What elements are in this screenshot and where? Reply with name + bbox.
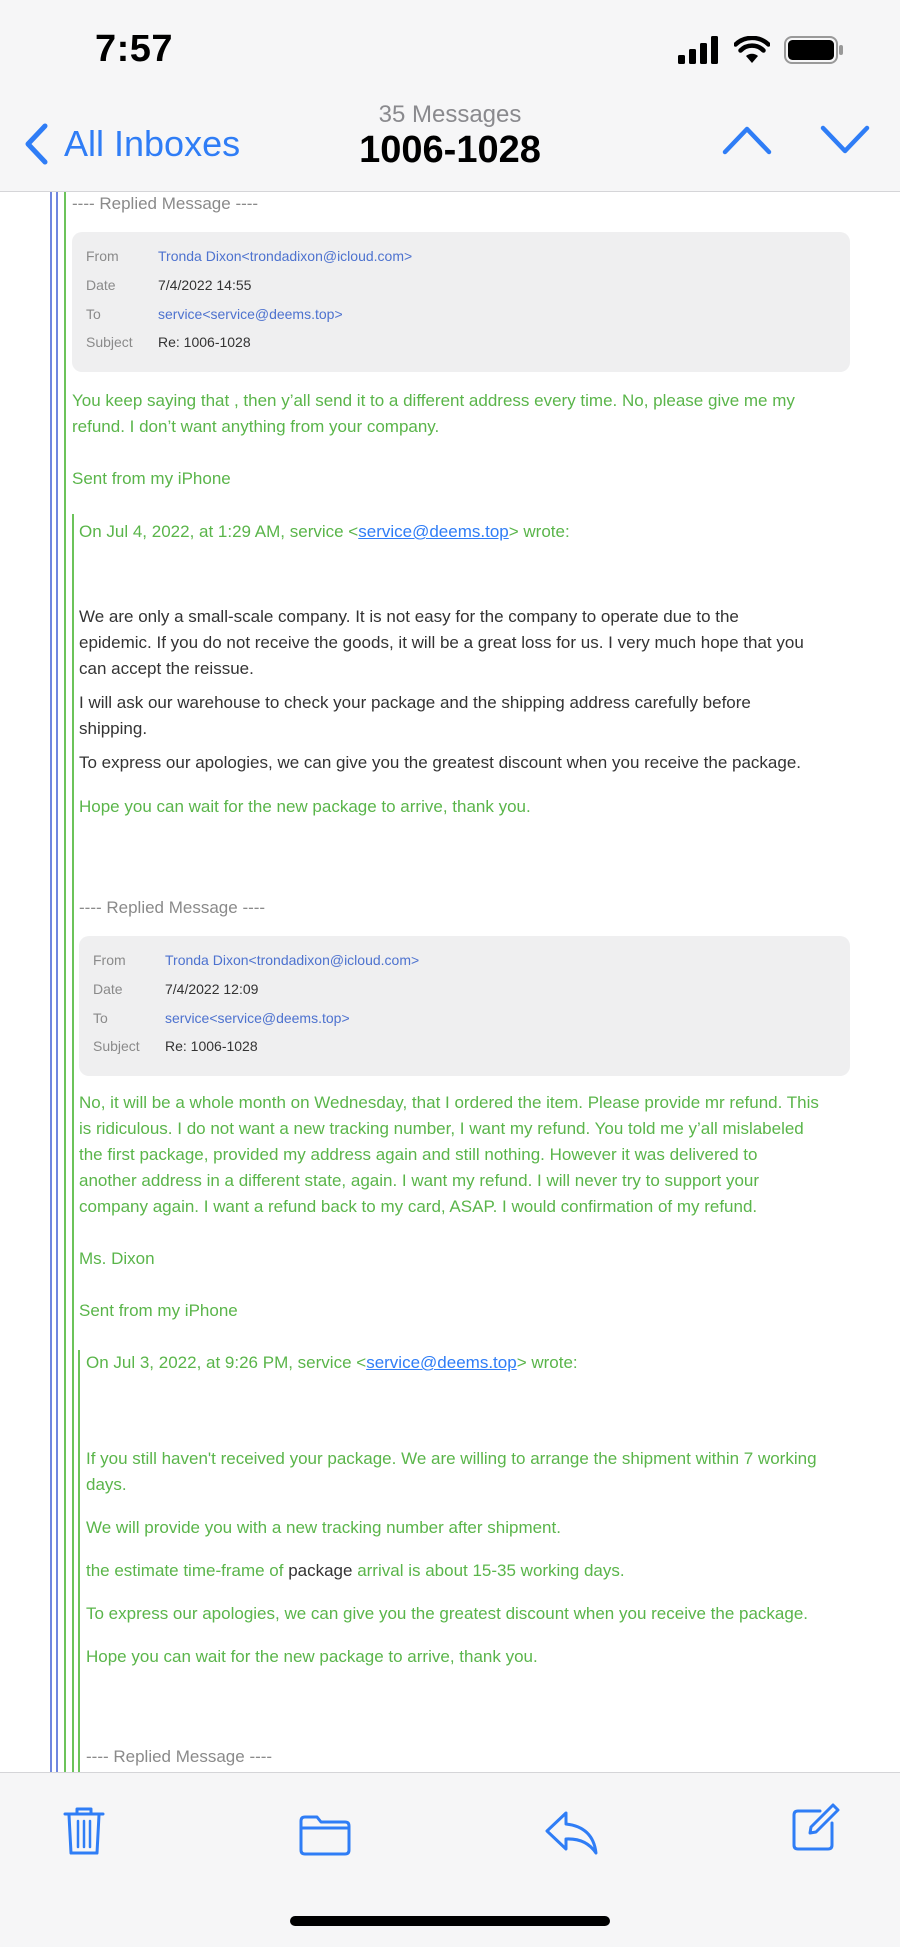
trash-icon[interactable] bbox=[62, 1805, 106, 1857]
thread-title: 1006-1028 bbox=[359, 129, 541, 171]
home-indicator[interactable] bbox=[290, 1916, 610, 1926]
message-paragraph: I will ask our warehouse to check your package and the shipping address carefully before bbox=[79, 693, 751, 712]
message-paragraph: We will provide you with a new tracking number after shipment. bbox=[86, 1518, 561, 1537]
to-address[interactable]: service<service@deems.top> bbox=[158, 306, 343, 322]
wifi-icon bbox=[734, 36, 770, 64]
message-paragraph: To express our apologies, we can give you the greatest discount when you receive the package. bbox=[86, 1604, 808, 1623]
message-paragraph: To express our apologies, we can give you the greatest discount when you receive the package. bbox=[79, 753, 801, 772]
date-value: 7/4/2022 14:55 bbox=[158, 277, 252, 293]
status-icons bbox=[678, 36, 844, 64]
battery-icon bbox=[784, 36, 844, 64]
sent-from-signature: Sent from my iPhone bbox=[79, 1301, 238, 1320]
next-message-button[interactable] bbox=[820, 125, 870, 155]
reply-icon[interactable] bbox=[544, 1809, 600, 1857]
email-link[interactable]: service@deems.top bbox=[366, 1353, 517, 1372]
message-paragraph: No, it will be a whole month on Wednesday, that I ordered the item. Please provide mr refund. This bbox=[79, 1093, 819, 1112]
message-paragraph: If you still haven't received your package. We are willing to arrange the shipment within 7 working bbox=[86, 1449, 817, 1468]
quote-bar bbox=[78, 1350, 80, 1772]
sent-from-signature: Sent from my iPhone bbox=[72, 469, 231, 488]
compose-icon[interactable] bbox=[790, 1803, 840, 1853]
quote-bar bbox=[72, 514, 74, 1772]
to-label: To bbox=[93, 1010, 108, 1026]
to-label: To bbox=[86, 306, 101, 322]
quote-intro-prefix: On Jul 3, 2022, at 9:26 PM, service < bbox=[86, 1353, 367, 1372]
date-label: Date bbox=[86, 277, 116, 293]
quote-intro bbox=[86, 1350, 578, 1376]
nav-arrows bbox=[722, 125, 870, 155]
from-address[interactable]: Tronda Dixon<trondadixon@icloud.com> bbox=[165, 952, 420, 968]
message-paragraph: the first package, provided my address again and still nothing. However it was delivered to bbox=[79, 1145, 758, 1164]
to-address[interactable]: service<service@deems.top> bbox=[165, 1010, 350, 1026]
message-header-box bbox=[72, 232, 850, 372]
folder-icon[interactable] bbox=[298, 1813, 352, 1857]
date-label: Date bbox=[93, 981, 123, 997]
message-paragraph: You keep saying that , then y’all send it to a different address every time. No, please give me my bbox=[72, 391, 795, 410]
message-paragraph: can accept the reissue. bbox=[79, 659, 254, 678]
replied-message-separator: ---- Replied Message ---- bbox=[79, 898, 266, 917]
date-value: 7/4/2022 12:09 bbox=[165, 981, 259, 997]
text-segment: the estimate time-frame of bbox=[86, 1561, 289, 1580]
from-address[interactable]: Tronda Dixon<trondadixon@icloud.com> bbox=[158, 248, 413, 264]
from-label: From bbox=[86, 248, 119, 264]
subject-value: Re: 1006-1028 bbox=[165, 1038, 258, 1054]
signature-name: Ms. Dixon bbox=[79, 1249, 155, 1268]
quote-bar bbox=[50, 192, 52, 1772]
message-paragraph bbox=[86, 1558, 625, 1584]
message-paragraph: is ridiculous. I do not want a new tracking number, I want my refund. You told me y’all mislabeled bbox=[79, 1119, 804, 1138]
message-paragraph: refund. I don’t want anything from your company. bbox=[72, 417, 440, 436]
email-link[interactable]: service@deems.top bbox=[358, 522, 509, 541]
quote-intro-suffix: > wrote: bbox=[508, 522, 570, 541]
message-paragraph: shipping. bbox=[79, 719, 148, 738]
subject-value: Re: 1006-1028 bbox=[158, 334, 251, 350]
previous-message-button[interactable] bbox=[722, 125, 772, 155]
quote-intro-prefix: On Jul 4, 2022, at 1:29 AM, service < bbox=[79, 522, 359, 541]
quote-bar bbox=[64, 192, 66, 1772]
quote-intro-suffix: > wrote: bbox=[516, 1353, 578, 1372]
back-label: All Inboxes bbox=[64, 123, 241, 164]
status-time: 7:57 bbox=[95, 28, 174, 70]
subject-label: Subject bbox=[86, 334, 133, 350]
message-paragraph: Hope you can wait for the new package to arrive, thank you. bbox=[79, 797, 531, 816]
text-segment: arrival is about 15-35 working days. bbox=[352, 1561, 625, 1580]
cellular-signal-icon bbox=[678, 36, 720, 64]
message-paragraph: company again. I want a refund back to my card, ASAP. I would confirmation of my refund. bbox=[79, 1197, 758, 1216]
from-label: From bbox=[93, 952, 126, 968]
replied-message-separator: ---- Replied Message ---- bbox=[86, 1747, 273, 1766]
message-body bbox=[0, 192, 900, 1772]
message-count: 35 Messages bbox=[378, 101, 522, 128]
message-paragraph: epidemic. If you do not receive the goods, it will be a great loss for us. I very much hope that you bbox=[79, 633, 804, 652]
subject-label: Subject bbox=[93, 1038, 140, 1054]
message-paragraph: Hope you can wait for the new package to arrive, thank you. bbox=[86, 1647, 538, 1666]
quote-intro bbox=[79, 519, 570, 545]
replied-message-separator: ---- Replied Message ---- bbox=[72, 194, 259, 213]
status-bar bbox=[0, 0, 900, 95]
text-segment: package bbox=[288, 1561, 353, 1580]
quote-bar bbox=[56, 192, 58, 1772]
message-paragraph: days. bbox=[86, 1475, 127, 1494]
message-paragraph: We are only a small-scale company. It is not easy for the company to operate due to the bbox=[79, 607, 739, 626]
nav-bar bbox=[0, 95, 900, 192]
message-paragraph: another address in a different state, again. I want my refund. I will never try to support your bbox=[79, 1171, 760, 1190]
message-header-box bbox=[79, 936, 850, 1076]
